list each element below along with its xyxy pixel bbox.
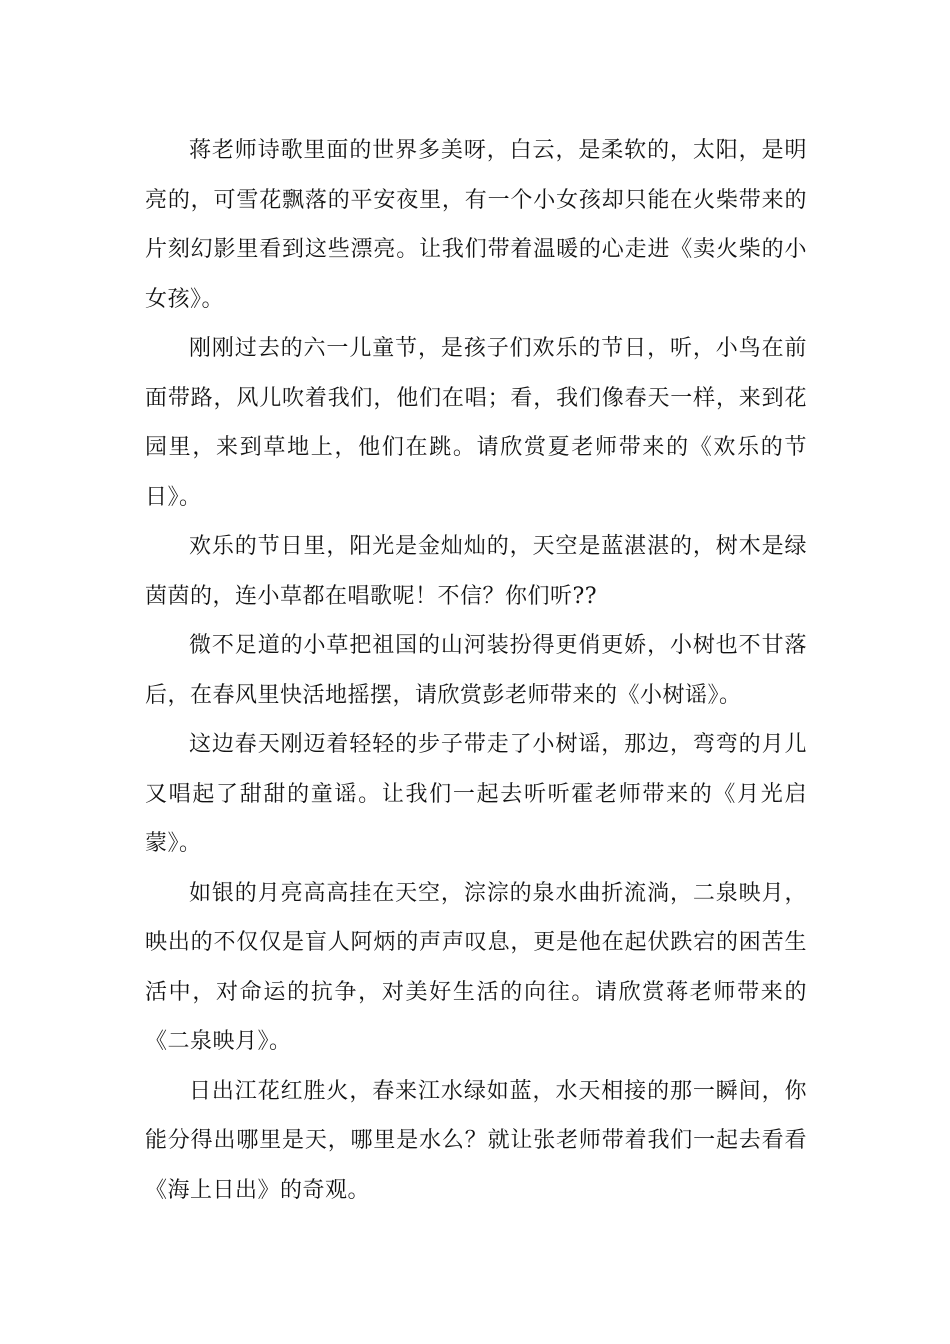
paragraph: 日出江花红胜火，春来江水绿如蓝，水天相接的那一瞬间，你能分得出哪里是天，哪里是水么？就让张老师带着我们一起去看看《海上日出》的奇观。	[145, 1078, 807, 1203]
paragraph: 微不足道的小草把祖国的山河装扮得更俏更娇，小树也不甘落后，在春风里快活地摇摆，请欣赏彭老师带来的《小树谣》。	[145, 633, 807, 708]
paragraph: 欢乐的节日里，阳光是金灿灿的，天空是蓝湛湛的，树木是绿茵茵的，连小草都在唱歌呢！不信？你们听??	[145, 534, 807, 609]
paragraph: 如银的月亮高高挂在天空，淙淙的泉水曲折流淌，二泉映月，映出的不仅仅是盲人阿炳的声声叹息，更是他在起伏跌宕的困苦生活中，对命运的抗争，对美好生活的向往。请欣赏蒋老师带来的《二泉映月》。	[145, 880, 807, 1054]
paragraph: 蒋老师诗歌里面的世界多美呀，白云，是柔软的，太阳，是明亮的，可雪花飘落的平安夜里，有一个小女孩却只能在火柴带来的片刻幻影里看到这些漂亮。让我们带着温暖的心走进《卖火柴的小女孩》。	[145, 138, 807, 312]
paragraph: 这边春天刚迈着轻轻的步子带走了小树谣，那边，弯弯的月儿又唱起了甜甜的童谣。让我们一起去听听霍老师带来的《月光启蒙》。	[145, 732, 807, 856]
document-body	[145, 126, 807, 1215]
paragraph: 刚刚过去的六一儿童节，是孩子们欢乐的节日，听，小鸟在前面带路，风儿吹着我们，他们在唱；看，我们像春天一样，来到花园里，来到草地上，他们在跳。请欣赏夏老师带来的《欢乐的节日》。	[145, 336, 807, 510]
